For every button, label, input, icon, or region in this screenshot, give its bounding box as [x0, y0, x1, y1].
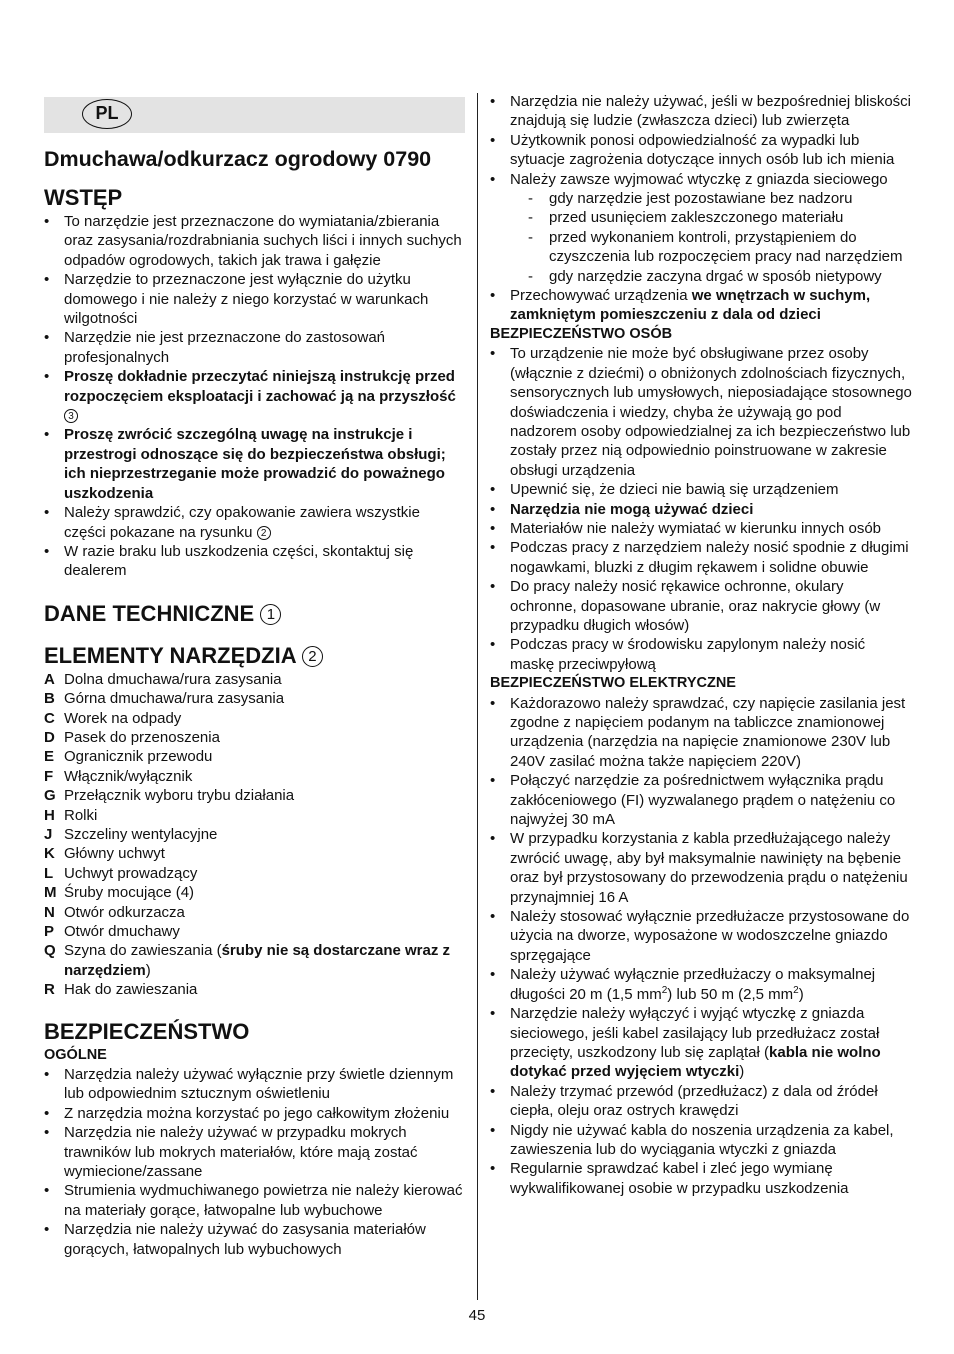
part-letter: C [44, 709, 55, 727]
list-item [44, 270, 465, 328]
item-text: Należy stosować wyłącznie przedłużacze przystosowane do użycia na dworze, wyposażone w wodoszczelne gniazdo sprzęgające [510, 908, 910, 964]
left-column [44, 92, 465, 1259]
list-item [490, 286, 912, 325]
sub-list-item [510, 208, 912, 227]
product-title: Dmuchawa/odkurzacz ogrodowy 0790 [44, 147, 432, 171]
item-text: Należy używać wyłącznie przedłużaczy o maksymalnej długości 20 m (1,5 mm [510, 966, 876, 1003]
part-item [44, 728, 465, 747]
part-text: Śruby mocujące (4) [64, 884, 195, 902]
item-text: To urządzenie nie może być obsługiwane przez osoby (włącznie z dziećmi) o obniżonych zdolnościach fizycznych, sensorycznych lub umysłowych, nieposiadające stosownego doświadczenia i wiedzy, chyba że używają go pod nadzorem osoby odpowiedzialnej za ich bezpieczeństwo lub zostały przez nią odpowiednio poinstruowane w zakresie obsługi urządzenia [510, 345, 912, 479]
part-item [44, 922, 465, 941]
figure-ref-icon: 1 [260, 604, 281, 625]
part-item [44, 767, 465, 786]
part-text: Rolki [64, 806, 98, 824]
part-letter: H [44, 806, 55, 824]
general-list [44, 1065, 465, 1259]
part-text: Górna dmuchawa/rura zasysania [64, 690, 285, 708]
list-item [490, 480, 912, 499]
item-bold-text: kabla nie wolno dotykać przed wyjęciem wtyczki [510, 1043, 881, 1081]
sub-list [510, 189, 912, 286]
item-text: Przechowywać urządzenia [510, 287, 692, 305]
item-bold-text: we wnętrzach w suchym, zamkniętym pomieszczeniu z dala od dzieci [510, 287, 871, 324]
list-item [44, 503, 465, 542]
list-item [44, 212, 465, 270]
intro-list [44, 212, 465, 581]
part-item [44, 864, 465, 883]
list-item [44, 1220, 465, 1259]
part-text: Przełącznik wyboru trybu działania [64, 787, 295, 805]
part-letter: L [44, 864, 54, 882]
item-text: gdy narzędzie jest pozostawiane bez nadzoru [549, 190, 853, 208]
part-item [44, 825, 465, 844]
part-text: Otwór dmuchawy [64, 923, 180, 940]
language-bar [44, 97, 465, 133]
list-item [44, 542, 465, 581]
list-item [490, 771, 912, 829]
part-letter: E [44, 748, 55, 766]
item-text: Podczas pracy z narzędziem należy nosić spodnie z długimi nogawkami, bluzki z długim rękawem i solidne obuwie [510, 539, 909, 576]
figure-ref-icon: 2 [302, 646, 323, 667]
part-item [44, 941, 465, 980]
part-text: Hak do zawieszania [64, 981, 198, 999]
item-text: Należy trzymać przewód (przedłużacz) z dala od źródeł ciepła, oleju oraz ostrych krawędzi [510, 1082, 878, 1120]
list-item [490, 538, 912, 577]
intro-heading: WSTĘP [44, 185, 123, 210]
list-item [44, 1181, 465, 1220]
list-item [490, 1121, 912, 1160]
part-item [44, 844, 465, 863]
item-text: Narzędzia należy używać wyłącznie przy świetle dziennym lub odpowiednim sztucznym oświetleniu [64, 1066, 454, 1103]
item-text: W przypadku korzystania z kabla przedłużającego należy zwrócić uwagę, aby był maksymalnie nawinięty na bębenie oraz był przystosowany do przewodzenia prądu o natężeniu przynajmniej 16 A [510, 830, 908, 906]
item-text: Regularnie sprawdzać kabel i zleć jego wymianę wykwalifikowanej osobie w przypadku uszkodzenia [510, 1160, 849, 1197]
electrical-heading: BEZPIECZEŃSTWO ELEKTRYCZNE [490, 675, 736, 692]
item-bold-text: Proszę dokładnie przeczytać niniejszą instrukcję przed rozpoczęciem eksploatacji i zachować ją na przyszłość [64, 368, 456, 405]
part-letter: D [44, 728, 55, 746]
part-text: Otwór odkurzacza [64, 903, 185, 921]
list-item [490, 907, 912, 965]
item-text: W razie braku lub uszkodzenia części, skontaktuj się dealerem [64, 542, 414, 580]
list-item [490, 577, 912, 635]
item-text: przed wykonaniem kontroli, przystąpieniem do czyszczenia lub rozpoczęciem pracy nad narzędziem [549, 228, 903, 266]
elements-heading: ELEMENTY NARZĘDZIA 2 [44, 642, 465, 670]
part-item [44, 709, 465, 728]
sub-list-item [510, 228, 912, 267]
item-text: gdy narzędzie zaczyna drgać w sposób nietypowy [549, 267, 882, 285]
part-item [44, 689, 465, 708]
part-text: Dolna dmuchawa/rura zasysania [64, 670, 282, 688]
part-item [44, 786, 465, 805]
sup-text: 2 [793, 984, 799, 996]
item-text: Podczas pracy w środowisku zapylonym należy nosić maskę przeciwpyłową [510, 636, 866, 673]
item-text: ) [798, 985, 804, 1003]
parts-list [44, 670, 465, 1000]
page-number: 45 [468, 1307, 486, 1324]
list-item [490, 344, 912, 480]
persons-heading: BEZPIECZEŃSTWO OSÓB [490, 325, 673, 342]
figure-ref-icon: 3 [64, 409, 78, 423]
list-item [490, 519, 912, 538]
part-letter: R [44, 981, 55, 999]
item-text: Narzędzie należy wyłączyć i wyjąć wtyczkę z gniazda sieciowego, jeśli kabel zasilający lub przedłużacz został przecięty, uszkodzony lub się zaplątał ( [510, 1005, 880, 1061]
list-item [490, 131, 912, 170]
item-text: Narzędzie to przeznaczone jest wyłącznie do użytku domowego i nie należy z niego korzystać w warunkach wilgotności [64, 271, 429, 328]
part-letter: G [44, 787, 56, 805]
part-letter: J [44, 825, 53, 843]
item-text: Narzędzia nie należy używać w przypadku mokrych trawników lub mokrych materiałów, które mają zostać wymiecione/zassane [64, 1124, 418, 1181]
list-item [490, 829, 912, 907]
part-text: Ogranicznik przewodu [64, 748, 213, 766]
part-letter: A [44, 670, 55, 688]
item-text: Narzędzie nie jest przeznaczone do zastosowań profesjonalnych [64, 329, 386, 366]
list-item [44, 1104, 465, 1123]
sub-list-item [510, 267, 912, 286]
part-letter: M [44, 884, 57, 902]
item-text: Nigdy nie używać kabla do noszenia urządzenia za kabel, zawieszenia lub do wyciągania wtyczki z gniazda [510, 1121, 894, 1158]
item-text: Narzędzia nie należy używać do zasysania materiałów gorących, łatwopalnych lub wybuchowych [64, 1221, 426, 1258]
figure-ref-icon: 2 [257, 526, 271, 540]
list-item [490, 965, 912, 1004]
part-letter: Q [44, 942, 56, 960]
item-text: To narzędzie jest przeznaczone do wymiatania/zbierania oraz zasysania/rozdrabniania suchych liści i innych suchych odpadów ogrodowych, takich jak trawa i gałęzie [64, 213, 462, 269]
language-badge: PL [82, 99, 132, 129]
item-text: Z narzędzia można korzystać po jego całkowitym złożeniu [64, 1104, 450, 1122]
part-text: Szczeliny wentylacyjne [64, 825, 218, 843]
list-item [44, 1123, 465, 1181]
list-item [490, 92, 912, 131]
part-text: Uchwyt prowadzący [64, 864, 198, 882]
list-item [490, 1004, 912, 1082]
part-text: Włącznik/wyłącznik [64, 767, 193, 785]
list-item [44, 328, 465, 367]
part-letter: K [44, 845, 55, 863]
tech-heading: DANE TECHNICZNE 1 [44, 600, 465, 628]
item-text: ) [739, 1063, 745, 1081]
part-text: Pasek do przenoszenia [64, 728, 220, 746]
item-text: Do pracy należy nosić rękawice ochronne, okulary ochronne, dopasowane ubranie, oraz nakrycie głowy (w przypadku długich włosów) [510, 578, 881, 634]
column-divider [477, 93, 478, 1300]
item-text: Użytkownik ponosi odpowiedzialność za wypadki lub sytuacje zagrożenia dotyczące innych osób lub ich mienia [510, 131, 895, 169]
electrical-list [490, 694, 912, 1199]
persons-list [490, 344, 912, 674]
part-letter: B [44, 690, 55, 708]
list-item [490, 694, 912, 772]
sup-text: 2 [661, 984, 668, 996]
item-text: Strumienia wydmuchiwanego powietrza nie należy kierować na materiały gorące, łatwopalne lub wybuchowe [64, 1182, 463, 1219]
item-bold-text: Proszę zwrócić szczególną uwagę na instrukcje i przestrogi odnoszące się do bezpieczeństwa obsługi; ich nieprzestrzeganie może prowadzić do poważnego uszkodzenia [64, 426, 446, 502]
part-letter: F [44, 767, 54, 785]
list-item [490, 635, 912, 674]
part-item [44, 883, 465, 902]
item-bold-text: Narzędzia nie mogą używać dzieci [510, 500, 754, 518]
right-column [490, 92, 912, 1198]
list-item [490, 170, 912, 286]
list-item [44, 1065, 465, 1104]
part-text: Główny uchwyt [64, 845, 165, 863]
part-text: ) [145, 961, 151, 979]
general-heading: OGÓLNE [44, 1046, 107, 1063]
safety-heading: BEZPIECZEŃSTWO [44, 1018, 250, 1044]
item-text: Upewnić się, że dzieci nie bawią się urządzeniem [510, 481, 839, 499]
part-text: Szyna do zawieszania ( [64, 942, 222, 960]
part-item [44, 806, 465, 825]
sub-list-item [510, 189, 912, 208]
item-text: Połączyć narzędzie za pośrednictwem wyłącznika prądu zakłóceniowego (FI) wyzwalanego prądem o natężeniu co najwyżej 30 mA [510, 772, 896, 829]
item-text: Materiałów nie należy wymiatać w kierunku innych osób [510, 519, 882, 537]
list-item [44, 425, 465, 503]
part-item [44, 980, 465, 999]
list-item [490, 500, 912, 519]
general-list-continued [490, 92, 912, 325]
part-text: Worek na odpady [64, 709, 182, 727]
list-item [490, 1159, 912, 1198]
item-text: Każdorazowo należy sprawdzać, czy napięcie zasilania jest zgodne z napięciem podanym na tabliczce znamionowej urządzenia (narzędzia na napięcie znamionowe 230V lub 240V zasilać można także napięciem 220V) [510, 694, 906, 770]
item-text: Narzędzia nie należy używać, jeśli w bezpośredniej bliskości znajdują się ludzie (zwłaszcza dzieci) lub zwierzęta [510, 93, 912, 130]
part-letter: N [44, 903, 55, 921]
part-item [44, 903, 465, 922]
list-item [44, 367, 465, 425]
item-text: Należy zawsze wyjmować wtyczkę z gniazda sieciowego [510, 170, 888, 188]
list-item [490, 1082, 912, 1121]
item-text: Należy sprawdzić, czy opakowanie zawiera wszystkie części pokazane na rysunku [64, 504, 420, 541]
part-letter: P [44, 923, 55, 940]
part-item [44, 747, 465, 766]
part-item [44, 670, 465, 689]
part-bold-text: śruby nie są dostarczane wraz z narzędziem [64, 942, 451, 979]
item-text: ) lub 50 m (2,5 mm [667, 985, 794, 1003]
item-text: przed usunięciem zakleszczonego materiału [549, 209, 844, 227]
